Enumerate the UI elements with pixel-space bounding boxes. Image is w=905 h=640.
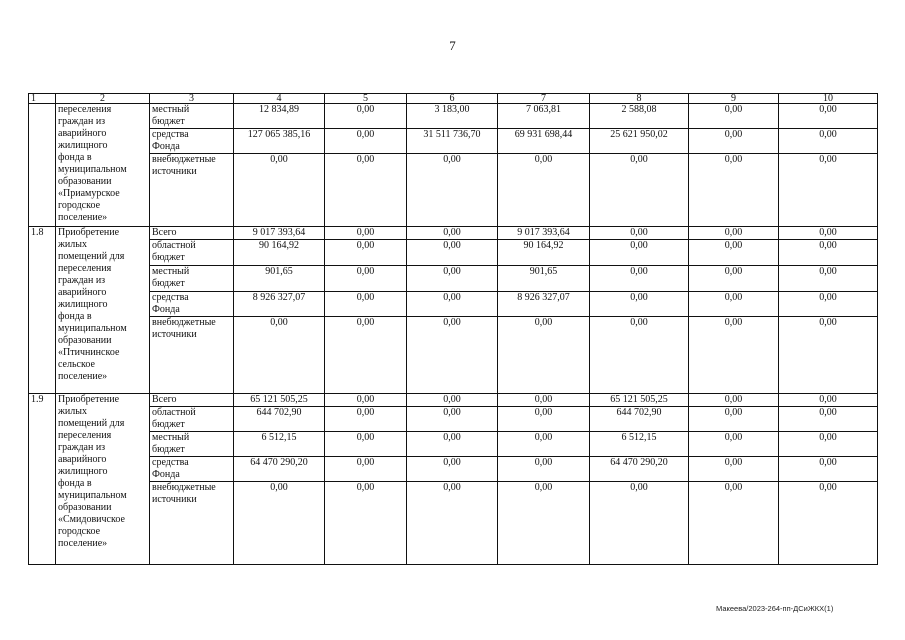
amount-cell: 0,00 [407, 154, 498, 227]
funding-source-line: средства [152, 129, 189, 140]
page-number: 7 [449, 38, 456, 53]
table-row [29, 482, 878, 565]
funding-source-line: местный [152, 266, 190, 277]
amount-cell: 901,65 [498, 266, 590, 292]
funding-source-line: областной [152, 407, 196, 418]
amount-cell: 0,00 [779, 482, 878, 565]
funding-source [150, 104, 234, 129]
item-name-line: аварийного [58, 128, 107, 139]
amount-cell: 0,00 [407, 407, 498, 432]
item-name-line: Приобретение [58, 394, 120, 405]
amount-cell: 6 512,15 [590, 432, 689, 457]
funding-source [150, 394, 234, 407]
amount-cell: 0,00 [325, 457, 407, 482]
amount-cell: 65 121 505,25 [234, 394, 325, 407]
funding-source-line: бюджет [152, 252, 185, 263]
amount-cell: 0,00 [779, 292, 878, 317]
item-name-line: переселения [58, 104, 112, 115]
item-name-line: переселения [58, 430, 112, 441]
amount-cell: 0,00 [234, 154, 325, 227]
amount-cell: 0,00 [325, 482, 407, 565]
item-index: 1.8 [29, 227, 56, 394]
amount-cell: 8 926 327,07 [498, 292, 590, 317]
amount-cell: 0,00 [779, 240, 878, 266]
table-row [29, 266, 878, 292]
header-cell: 4 [234, 94, 325, 104]
amount-cell: 3 183,00 [407, 104, 498, 129]
amount-cell: 65 121 505,25 [590, 394, 689, 407]
amount-cell: 0,00 [779, 104, 878, 129]
header-cell: 10 [779, 94, 878, 104]
funding-source [150, 482, 234, 565]
table-row [29, 457, 878, 482]
funding-source-line: Всего [152, 394, 177, 405]
amount-cell: 0,00 [689, 129, 779, 154]
amount-cell: 0,00 [590, 292, 689, 317]
item-name-line: жилищного [58, 140, 108, 151]
funding-source-line: внебюджетные [152, 154, 216, 165]
funding-source [150, 317, 234, 394]
amount-cell: 0,00 [498, 154, 590, 227]
amount-cell: 0,00 [779, 227, 878, 240]
amount-cell: 0,00 [498, 457, 590, 482]
header-cell: 8 [590, 94, 689, 104]
funding-source-line: Фонда [152, 141, 180, 152]
item-index [29, 104, 56, 227]
amount-cell: 0,00 [689, 227, 779, 240]
funding-source-line: Фонда [152, 304, 180, 315]
item-name-line: аварийного [58, 287, 107, 298]
amount-cell: 0,00 [325, 240, 407, 266]
item-name-line: муниципальном [58, 164, 127, 175]
funding-source-line: местный [152, 104, 190, 115]
amount-cell: 0,00 [498, 317, 590, 394]
amount-cell: 0,00 [689, 432, 779, 457]
amount-cell: 2 588,08 [590, 104, 689, 129]
table-row [29, 432, 878, 457]
amount-cell: 0,00 [325, 266, 407, 292]
header-row [29, 94, 878, 104]
funding-source [150, 129, 234, 154]
item-name-line: жилищного [58, 299, 108, 310]
amount-cell: 0,00 [689, 104, 779, 129]
header-cell: 5 [325, 94, 407, 104]
funding-source [150, 292, 234, 317]
amount-cell: 90 164,92 [234, 240, 325, 266]
item-name-line: жилых [58, 406, 87, 417]
funding-source-line: бюджет [152, 116, 185, 127]
amount-cell: 64 470 290,20 [234, 457, 325, 482]
amount-cell: 7 063,81 [498, 104, 590, 129]
amount-cell: 0,00 [325, 292, 407, 317]
amount-cell: 0,00 [779, 129, 878, 154]
amount-cell: 0,00 [689, 317, 779, 394]
amount-cell: 12 834,89 [234, 104, 325, 129]
item-name-line: муниципальном [58, 490, 127, 501]
funding-source-line: Фонда [152, 469, 180, 480]
funding-source-line: бюджет [152, 444, 185, 455]
funding-source [150, 266, 234, 292]
funding-source-line: Всего [152, 227, 177, 238]
item-name-line: «Птичнинское [58, 347, 120, 358]
document-code: Макеева/2023-264-пп-ДСиЖКХ(1) [716, 604, 834, 613]
funding-source [150, 227, 234, 240]
amount-cell: 0,00 [407, 266, 498, 292]
amount-cell: 0,00 [407, 240, 498, 266]
item-name-line: городское [58, 200, 101, 211]
amount-cell: 0,00 [590, 227, 689, 240]
budget-table [28, 93, 878, 565]
item-name-line: образовании [58, 335, 112, 346]
table-row [29, 240, 878, 266]
amount-cell: 0,00 [325, 432, 407, 457]
amount-cell: 0,00 [325, 154, 407, 227]
funding-source-line: источники [152, 166, 197, 177]
item-name-line: помещений для [58, 418, 125, 429]
amount-cell: 0,00 [407, 292, 498, 317]
amount-cell: 0,00 [779, 266, 878, 292]
amount-cell: 0,00 [689, 266, 779, 292]
amount-cell: 0,00 [590, 266, 689, 292]
header-cell: 1 [29, 94, 56, 104]
amount-cell: 0,00 [779, 394, 878, 407]
amount-cell: 0,00 [407, 457, 498, 482]
funding-source-line: средства [152, 292, 189, 303]
amount-cell: 0,00 [689, 407, 779, 432]
funding-source [150, 240, 234, 266]
funding-source [150, 457, 234, 482]
item-name-line: городское [58, 526, 101, 537]
funding-source [150, 407, 234, 432]
amount-cell: 0,00 [407, 394, 498, 407]
amount-cell: 0,00 [779, 407, 878, 432]
item-name [56, 394, 150, 565]
amount-cell: 0,00 [407, 482, 498, 565]
amount-cell: 6 512,15 [234, 432, 325, 457]
item-name-line: переселения [58, 263, 112, 274]
amount-cell: 0,00 [689, 394, 779, 407]
item-name-line: фонда в [58, 478, 92, 489]
item-name-line: поселение» [58, 371, 108, 382]
amount-cell: 0,00 [325, 407, 407, 432]
amount-cell: 644 702,90 [234, 407, 325, 432]
amount-cell: 0,00 [407, 227, 498, 240]
amount-cell: 0,00 [689, 292, 779, 317]
amount-cell: 0,00 [689, 240, 779, 266]
item-name-line: поселение» [58, 538, 108, 549]
funding-source-line: источники [152, 329, 197, 340]
table-row [29, 154, 878, 227]
amount-cell: 0,00 [498, 394, 590, 407]
table-body [29, 94, 878, 565]
amount-cell: 31 511 736,70 [407, 129, 498, 154]
item-name-line: фонда в [58, 311, 92, 322]
amount-cell: 0,00 [689, 482, 779, 565]
funding-source [150, 432, 234, 457]
funding-source [150, 154, 234, 227]
amount-cell: 0,00 [234, 482, 325, 565]
item-name-line: граждан из [58, 116, 106, 127]
amount-cell: 127 065 385,16 [234, 129, 325, 154]
amount-cell: 0,00 [689, 457, 779, 482]
funding-source-line: бюджет [152, 419, 185, 430]
item-name-line: жилищного [58, 466, 108, 477]
table-row [29, 104, 878, 129]
item-name-line: муниципальном [58, 323, 127, 334]
table-row [29, 227, 878, 240]
item-name-line: граждан из [58, 442, 106, 453]
item-name [56, 227, 150, 394]
amount-cell: 0,00 [590, 317, 689, 394]
amount-cell: 644 702,90 [590, 407, 689, 432]
amount-cell: 0,00 [325, 104, 407, 129]
amount-cell: 0,00 [498, 407, 590, 432]
amount-cell: 0,00 [779, 154, 878, 227]
amount-cell: 0,00 [590, 482, 689, 565]
amount-cell: 0,00 [779, 317, 878, 394]
amount-cell: 0,00 [498, 432, 590, 457]
funding-source-line: бюджет [152, 278, 185, 289]
amount-cell: 0,00 [590, 154, 689, 227]
amount-cell: 25 621 950,02 [590, 129, 689, 154]
item-name-line: «Смидовичское [58, 514, 125, 525]
amount-cell: 0,00 [325, 394, 407, 407]
amount-cell: 0,00 [779, 432, 878, 457]
amount-cell: 0,00 [325, 317, 407, 394]
item-name-line: фонда в [58, 152, 92, 163]
item-name-line: Приобретение [58, 227, 120, 238]
funding-source-line: источники [152, 494, 197, 505]
item-name-line: аварийного [58, 454, 107, 465]
amount-cell: 0,00 [234, 317, 325, 394]
funding-source-line: областной [152, 240, 196, 251]
amount-cell: 901,65 [234, 266, 325, 292]
item-name-line: образовании [58, 176, 112, 187]
amount-cell: 0,00 [779, 457, 878, 482]
funding-source-line: внебюджетные [152, 482, 216, 493]
table-row [29, 394, 878, 407]
item-name-line: «Приамурское [58, 188, 120, 199]
item-name-line: поселение» [58, 212, 108, 223]
item-name-line: сельское [58, 359, 95, 370]
funding-source-line: внебюджетные [152, 317, 216, 328]
table-row [29, 292, 878, 317]
table-row [29, 129, 878, 154]
funding-source-line: средства [152, 457, 189, 468]
amount-cell: 90 164,92 [498, 240, 590, 266]
amount-cell: 9 017 393,64 [498, 227, 590, 240]
header-cell: 3 [150, 94, 234, 104]
item-index: 1.9 [29, 394, 56, 565]
item-name-line: помещений для [58, 251, 125, 262]
header-cell: 6 [407, 94, 498, 104]
item-name-line: жилых [58, 239, 87, 250]
amount-cell: 69 931 698,44 [498, 129, 590, 154]
item-name-line: граждан из [58, 275, 106, 286]
amount-cell: 0,00 [407, 432, 498, 457]
amount-cell: 0,00 [407, 317, 498, 394]
amount-cell: 0,00 [325, 129, 407, 154]
amount-cell: 0,00 [498, 482, 590, 565]
item-name-line: образовании [58, 502, 112, 513]
amount-cell: 8 926 327,07 [234, 292, 325, 317]
header-cell: 2 [56, 94, 150, 104]
header-cell: 9 [689, 94, 779, 104]
table-row [29, 317, 878, 394]
amount-cell: 64 470 290,20 [590, 457, 689, 482]
header-cell: 7 [498, 94, 590, 104]
amount-cell: 0,00 [590, 240, 689, 266]
amount-cell: 9 017 393,64 [234, 227, 325, 240]
item-name [56, 104, 150, 227]
funding-source-line: местный [152, 432, 190, 443]
amount-cell: 0,00 [325, 227, 407, 240]
amount-cell: 0,00 [689, 154, 779, 227]
table-row [29, 407, 878, 432]
